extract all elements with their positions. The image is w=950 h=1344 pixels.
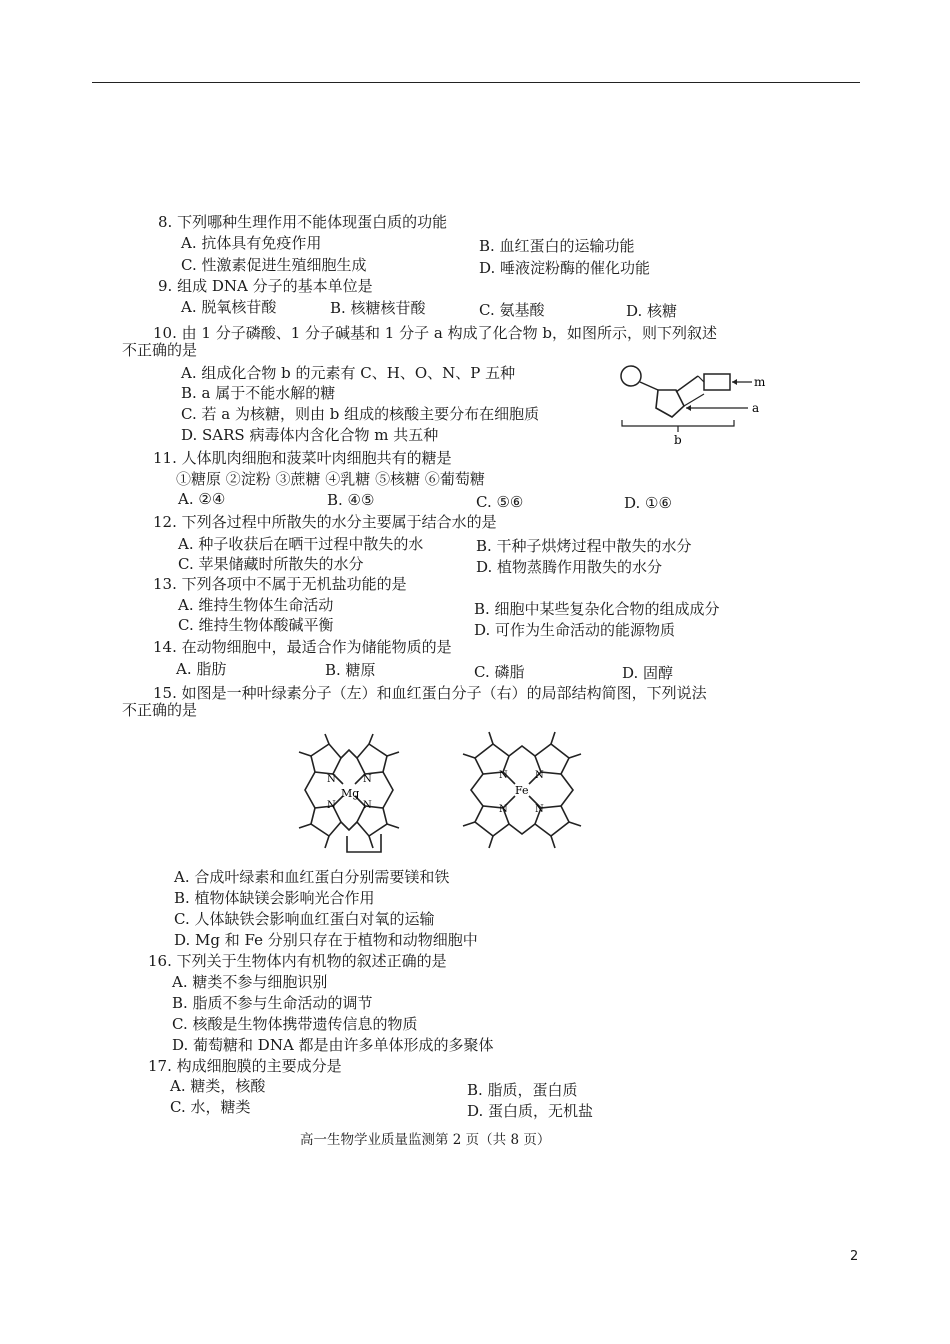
q9-stem: 9. 组成 DNA 分子的基本单位是 xyxy=(158,277,373,295)
q9-option-b: B. 核糖核苷酸 xyxy=(330,299,426,317)
page-number: 2 xyxy=(850,1249,859,1264)
q9-option-a: A. 脱氧核苷酸 xyxy=(181,298,277,316)
q16-stem: 16. 下列关于生物体内有机物的叙述正确的是 xyxy=(148,952,447,970)
chlorophyll-structure xyxy=(285,726,415,861)
q9-option-d: D. 核糖 xyxy=(626,302,678,320)
heme-n2: N xyxy=(535,770,544,781)
q11-option-c: C. ⑤⑥ xyxy=(476,493,524,511)
chl-n2: N xyxy=(363,774,372,785)
q15-stem-line1: 15. 如图是一种叶绿素分子（左）和血红蛋白分子（右）的局部结构简图，下列说法 xyxy=(153,684,707,702)
heme-structure xyxy=(455,726,590,861)
q8-option-d: D. 唾液淀粉酶的催化功能 xyxy=(479,259,651,277)
q13-option-b: B. 细胞中某些复杂化合物的组成成分 xyxy=(474,600,720,618)
q12-option-d: D. 植物蒸腾作用散失的水分 xyxy=(476,558,663,576)
chl-n1: N xyxy=(327,774,336,785)
q15-stem-line2: 不正确的是 xyxy=(122,701,198,719)
q12-option-b: B. 干种子烘烤过程中散失的水分 xyxy=(476,537,692,555)
q11-items: ①糖原 ②淀粉 ③蔗糖 ④乳糖 ⑤核糖 ⑥葡萄糖 xyxy=(176,470,485,488)
q10-option-d: D. SARS 病毒体内含化合物 m 共五种 xyxy=(181,426,439,444)
label-a: a xyxy=(752,401,760,415)
q11-option-d: D. ①⑥ xyxy=(624,494,672,512)
q10-stem-line1: 10. 由 1 分子磷酸、1 分子碱基和 1 分子 a 构成了化合物 b，如图所示，则下列叙述 xyxy=(153,324,717,342)
q13-option-a: A. 维持生物体生命活动 xyxy=(178,596,334,614)
q12-option-a: A. 种子收获后在晒干过程中散失的水 xyxy=(178,535,424,553)
q8-stem: 8. 下列哪种生理作用不能体现蛋白质的功能 xyxy=(158,213,448,231)
q8-option-a: A. 抗体具有免疫作用 xyxy=(181,234,322,252)
chl-metal-mg: Mg xyxy=(341,787,360,800)
q12-option-c: C. 苹果储藏时所散失的水分 xyxy=(178,555,364,573)
chl-n3: N xyxy=(327,800,336,811)
q11-stem: 11. 人体肌肉细胞和菠菜叶肉细胞共有的糖是 xyxy=(153,449,452,467)
chl-n4: N xyxy=(363,800,372,811)
q9-option-c: C. 氨基酸 xyxy=(479,301,545,319)
phosphate-circle xyxy=(621,366,641,386)
q15-option-d: D. Mg 和 Fe 分别只存在于植物和动物细胞中 xyxy=(174,931,478,949)
page-footer: 高一生物学业质量监测第 2 页（共 8 页） xyxy=(300,1132,551,1148)
q14-stem: 14. 在动物细胞中，最适合作为储能物质的是 xyxy=(153,638,452,656)
q10-stem-line2: 不正确的是 xyxy=(122,341,198,359)
q11-option-a: A. ②④ xyxy=(178,490,226,508)
q10-option-b: B. a 属于不能水解的糖 xyxy=(181,384,336,402)
header-rule xyxy=(92,82,860,83)
pentose-ring xyxy=(656,390,684,417)
label-m: m xyxy=(754,375,766,389)
q10-option-c: C. 若 a 为核糖，则由 b 组成的核酸主要分布在细胞质 xyxy=(181,405,540,423)
q16-option-b: B. 脂质不参与生命活动的调节 xyxy=(172,994,373,1012)
heme-n3: N xyxy=(499,804,508,815)
q15-option-b: B. 植物体缺镁会影响光合作用 xyxy=(174,889,375,907)
q13-stem: 13. 下列各项中不属于无机盐功能的是 xyxy=(153,575,407,593)
q14-option-a: A. 脂肪 xyxy=(176,660,227,678)
q13-option-d: D. 可作为生命活动的能源物质 xyxy=(474,621,676,639)
q16-option-c: C. 核酸是生物体携带遗传信息的物质 xyxy=(172,1015,418,1033)
q17-option-d: D. 蛋白质，无机盐 xyxy=(467,1102,594,1120)
q15-option-a: A. 合成叶绿素和血红蛋白分别需要镁和铁 xyxy=(174,868,450,886)
q14-option-d: D. 固醇 xyxy=(622,664,674,682)
q13-option-c: C. 维持生物体酸碱平衡 xyxy=(178,616,334,634)
base-box xyxy=(704,374,730,390)
q14-option-b: B. 糖原 xyxy=(325,661,376,679)
heme-n4: N xyxy=(535,804,544,815)
q15-option-c: C. 人体缺铁会影响血红蛋白对氧的运输 xyxy=(174,910,435,928)
q11-option-b: B. ④⑤ xyxy=(327,491,375,509)
q17-option-c: C. 水，糖类 xyxy=(170,1098,251,1116)
heme-metal-fe: Fe xyxy=(515,784,529,797)
q8-option-c: C. 性激素促进生殖细胞生成 xyxy=(181,256,367,274)
q17-option-b: B. 脂质，蛋白质 xyxy=(467,1081,578,1099)
label-b: b xyxy=(674,433,682,447)
q17-option-a: A. 糖类，核酸 xyxy=(170,1077,266,1095)
heme-n1: N xyxy=(499,770,508,781)
q12-stem: 12. 下列各过程中所散失的水分主要属于结合水的是 xyxy=(153,513,497,531)
q16-option-a: A. 糖类不参与细胞识别 xyxy=(172,973,328,991)
q16-option-d: D. 葡萄糖和 DNA 都是由许多单体形成的多聚体 xyxy=(172,1036,494,1054)
nucleotide-diagram xyxy=(618,362,778,452)
q17-stem: 17. 构成细胞膜的主要成分是 xyxy=(148,1057,342,1075)
q10-option-a: A. 组成化合物 b 的元素有 C、H、O、N、P 五种 xyxy=(181,364,516,382)
q14-option-c: C. 磷脂 xyxy=(474,663,525,681)
q8-option-b: B. 血红蛋白的运输功能 xyxy=(479,237,635,255)
